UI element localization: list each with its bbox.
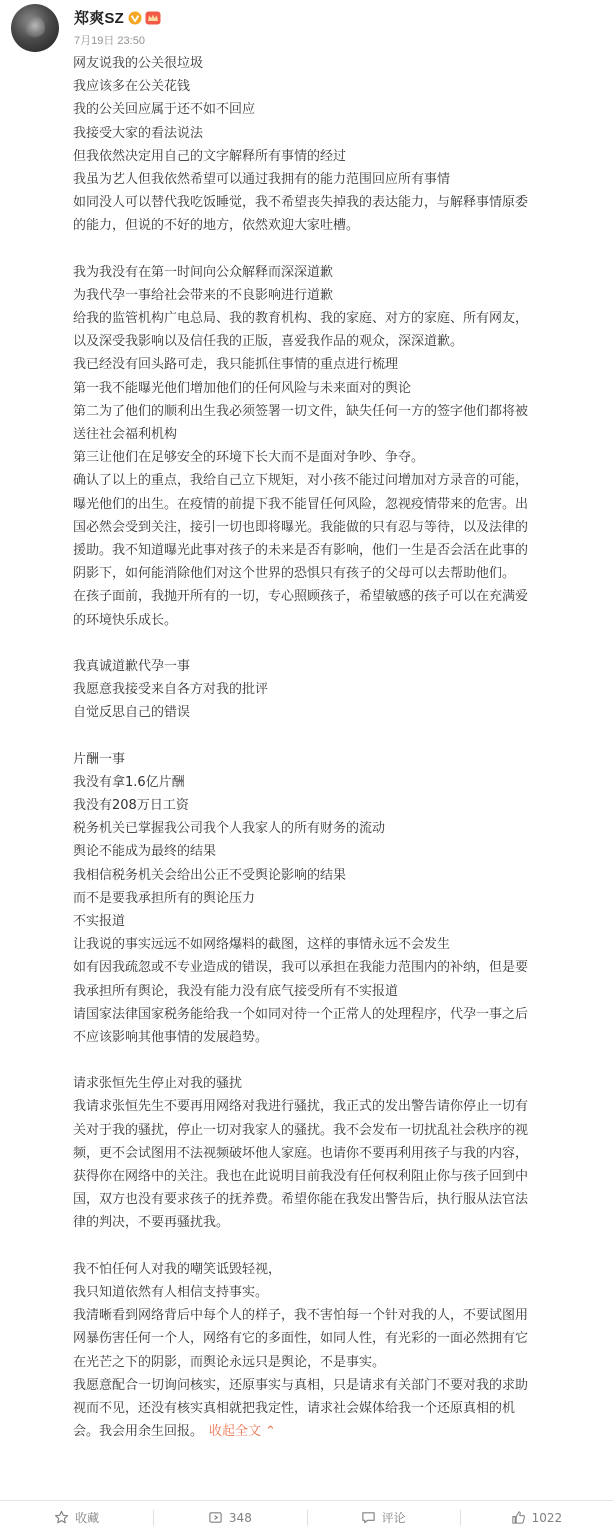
post-text-line: 律的判决，不要再骚扰我。 [73, 1215, 230, 1231]
favorite-button[interactable] [0, 1501, 153, 1534]
comment-label: 评论 [381, 1511, 406, 1525]
post-text-line: 援助。我不知道曝光此事对孩子的未来是否有影响，他们一生是否会活在此事的 [73, 542, 529, 558]
paragraph-gap [73, 724, 603, 747]
post-header [0, 0, 613, 52]
post-text-line: 获得你在网络中的关注。我也在此说明目前我没有任何权利阻止你与孩子回到中 [73, 1169, 529, 1184]
post-text-line: 如有因我疏忽或不专业造成的错误，我可以承担在我能力范围内的补纳，但是要 [73, 960, 529, 976]
post-text-line: 第一我不能曝光他们增加他们的任何风险与未来面对的舆论 [73, 380, 412, 396]
post-text-line: 但我依然决定用自己的文字解释所有事情的经过 [73, 148, 347, 164]
post-text-line: 舆论不能成为最终的结果 [73, 844, 217, 860]
comment-icon [361, 1510, 376, 1525]
like-icon [511, 1510, 526, 1525]
post-text-line: 自觉反思自己的错误 [73, 705, 191, 721]
post-text-line: 我接受大家的看法说法 [73, 125, 204, 141]
post-text-line: 我愿意配合一切询问核实，还原事实与真相，只是请求有关部门不要对我的求助 [73, 1377, 529, 1393]
post-text-line: 国必然会受到关注，接引一切也即将曝光。我能做的只有忍与等待，以及法律的 [73, 519, 529, 535]
post-text-line: 我应该多在公关花钱 [73, 79, 191, 95]
post-text-line: 片酬一事 [73, 751, 126, 767]
post-text-line: 在光芒之下的阴影，而舆论永远只是舆论，不是事实。 [73, 1354, 386, 1370]
post-text-line: 我没有208万日工资 [73, 798, 189, 813]
post-text-line: 为我代孕一事给社会带来的不良影响进行道歉 [73, 287, 334, 303]
action-bar [0, 1500, 613, 1534]
post-text-line: 第三让他们在足够安全的环境下长大而不是面对争吵、争夺。 [73, 450, 425, 466]
post-text-line: 视而不见，还没有核实真相就把我定性，请求社会媒体给我一个还原真相的机 [73, 1400, 516, 1416]
like-count: 1022 [531, 1510, 563, 1525]
post-text-line: 我不怕任何人对我的嘲笑诋毁轻视， [73, 1261, 282, 1277]
post-text-line: 我愿意我接受来自各方对我的批评 [73, 682, 269, 698]
v-badge-icon [128, 10, 142, 24]
author-name[interactable]: 郑爽SZ [74, 9, 124, 27]
post-text-line: 送往社会福利机构 [73, 427, 178, 442]
crown-icon [145, 10, 161, 24]
post-text-line: 如同没人可以替代我吃饭睡觉，我不希望丧失掉我的表达能力，与解释事情原委 [73, 195, 529, 211]
author-row [74, 8, 161, 26]
post-text-line: 我只知道依然有人相信支持事实。 [73, 1284, 269, 1300]
post-text-line: 我承担所有舆论，我没有能力没有底气接受所有不实报道 [73, 983, 399, 999]
comment-button[interactable] [307, 1501, 460, 1534]
post-text-line: 我真诚道歉代孕一事 [73, 658, 191, 674]
post-text-line: 我虽为艺人但我依然希望可以通过我拥有的能力范围回应所有事情 [73, 171, 451, 187]
favorite-label: 收藏 [75, 1511, 100, 1525]
post-text-line: 我已经没有回头路可走，我只能抓住事情的重点进行梳理 [73, 357, 399, 373]
post-text-line: 我相信税务机关会给出公正不受舆论影响的结果 [73, 867, 347, 883]
paragraph-gap [73, 1049, 603, 1072]
post-last-line-text: 会。我会用余生回报。 [73, 1424, 204, 1440]
post-text-line: 我为我没有在第一时间向公众解释而深深道歉 [73, 264, 334, 280]
post-text-line: 不实报道 [73, 913, 126, 929]
post-content [73, 52, 603, 1443]
post-text-line: 税务机关已掌握我公司我个人我家人的所有财务的流动 [73, 821, 386, 837]
post-text-line: 请求张恒先生停止对我的骚扰 [73, 1076, 243, 1092]
post-text-line: 让我说的事实远远不如网络爆料的截图，这样的事情永远不会发生 [73, 937, 451, 953]
post-text-line: 的环境快乐成长。 [73, 612, 178, 628]
post-text-line: 请国家法律国家税务能给我一个如同对待一个正常人的处理程序，代孕一事之后 [73, 1006, 529, 1022]
post-text-line: 给我的监管机构广电总局、我的教育机构、我的家庭、对方的家庭、所有网友， [73, 311, 529, 327]
post-text-line: 关对于我的骚扰，停止一切对我家人的骚扰。我不会发布一切扰乱社会秩序的视 [73, 1122, 529, 1138]
post-text-line: 国，双方也没有要求孩子的抚养费。希望你能在我发出警告后，执行服从法官法 [73, 1192, 529, 1208]
avatar[interactable] [11, 4, 59, 52]
post-text-line: 不应该影响其他事情的发展趋势。 [73, 1029, 269, 1045]
post-text-line: 的能力，但说的不好的地方，依然欢迎大家吐槽。 [73, 218, 360, 234]
post-text-line: 而不是要我承担所有的舆论压力 [73, 890, 256, 906]
paragraph-gap [73, 1235, 603, 1258]
post-text-line: 网暴伤害任何一个人，网络有它的多面性，如同人性，有光彩的一面必然拥有它 [73, 1331, 529, 1347]
post-text-line: 我请求张恒先生不要再用网络对我进行骚扰，我正式的发出警告请你停止一切有 [73, 1099, 529, 1115]
collapse-full-text-link[interactable]: 收起全文 ⌃ [209, 1424, 277, 1440]
repost-button[interactable] [153, 1501, 306, 1534]
like-button[interactable] [460, 1501, 613, 1534]
post-text-line: 频，更不会试图用不法视频破坏他人家庭。也请你不要再利用孩子与我的内容， [73, 1145, 529, 1161]
post-text-line: 曝光他们的出生。在疫情的前提下我不能冒任何风险，忽视疫情带来的危害。出 [73, 496, 529, 512]
post-text-line: 确认了以上的重点，我给自己立下规矩，对小孩不能过问增加对方录音的可能， [73, 473, 529, 489]
post-text-line: 阴影下，如何能消除他们对这个世界的恐惧只有孩子的父母可以去帮助他们。 [73, 566, 516, 582]
post-text-line: 在孩子面前，我抛开所有的一切，专心照顾孩子，希望敏感的孩子可以在充满爱 [73, 589, 529, 605]
post-text-line: 我的公关回应属于还不如不回应 [73, 102, 256, 118]
paragraph-gap [73, 238, 603, 261]
post-text-line: 我清晰看到网络背后中每个人的样子，我不害怕每一个针对我的人，不要试图用 [73, 1308, 529, 1324]
repost-count: 348 [228, 1510, 252, 1525]
repost-icon [208, 1510, 223, 1525]
post-text-line [73, 1420, 603, 1443]
paragraph-gap [73, 632, 603, 655]
post-text-line: 网友说我的公关很垃圾 [73, 56, 204, 71]
post-text-line: 第二为了他们的顺利出生我必须签署一切文件，缺失任何一方的签字他们都将被 [73, 403, 529, 419]
post-time: 7月19日 23:50 [74, 35, 145, 47]
post-text-line: 我没有拿1.6亿片酬 [73, 774, 185, 790]
post-text-line: 以及深受我影响以及信任我的正版，喜爱我作品的观众，深深道歉。 [73, 334, 464, 350]
favorite-star-icon [54, 1510, 69, 1525]
